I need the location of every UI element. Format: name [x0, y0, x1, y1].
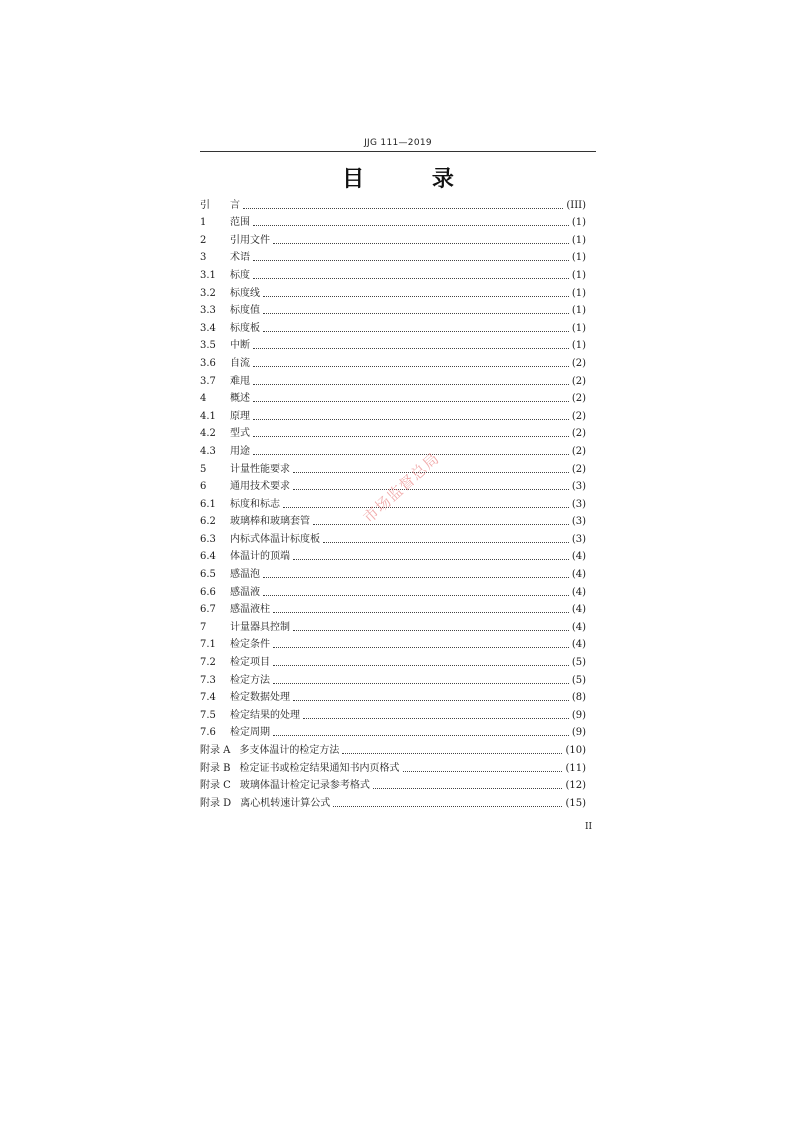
toc-entry-page: (11): [565, 762, 586, 774]
toc-entry-page: (2): [571, 375, 586, 387]
toc-entry-page: (5): [571, 657, 586, 669]
toc-entry[interactable]: [200, 634, 586, 652]
dot-leader: [253, 436, 569, 437]
toc-entry[interactable]: [200, 300, 586, 318]
toc-entry-title: 感温泡: [230, 569, 260, 581]
toc-entry-title: 体温计的顶端: [230, 551, 290, 563]
dot-leader: [263, 331, 569, 332]
toc-entry-page: (1): [571, 269, 586, 281]
toc-entry[interactable]: [200, 352, 586, 370]
toc-entry-number: 4.3: [200, 445, 216, 457]
toc-entry-page: (1): [571, 287, 586, 299]
toc-entry-number: 7.3: [200, 674, 216, 686]
dot-leader: [293, 559, 569, 560]
toc-entry-title: 玻璃体温计检定记录参考格式: [239, 780, 370, 792]
toc-entry[interactable]: [200, 722, 586, 740]
dot-leader: [342, 753, 562, 754]
toc-entry[interactable]: [200, 388, 586, 406]
watermark-stamp: 市场监督总局: [359, 449, 444, 527]
toc-entry[interactable]: [200, 511, 586, 529]
toc-entry-title: 引用文件: [230, 234, 270, 246]
toc-entry-number: 2: [200, 234, 207, 246]
dot-leader: [253, 419, 569, 420]
toc-entry-title: 检定证书或检定结果通知书内页格式: [239, 762, 400, 774]
toc-entry-title: 言: [230, 199, 240, 211]
dot-leader: [273, 612, 569, 613]
toc-entry-number: 附录 A: [200, 745, 231, 756]
toc-entry-page: (4): [571, 551, 586, 563]
toc-entry-title: 概述: [230, 393, 250, 405]
toc-entry-number: 6.4: [200, 551, 216, 563]
toc-entry[interactable]: [200, 335, 586, 353]
toc-entry-page: (3): [571, 533, 586, 545]
toc-entry-title: 检定条件: [230, 639, 270, 651]
dot-leader: [273, 665, 569, 666]
toc-entry[interactable]: [200, 423, 586, 441]
dot-leader: [273, 647, 569, 648]
toc-entry[interactable]: [200, 194, 586, 212]
toc-entry-title: 通用技术要求: [230, 481, 290, 493]
toc-entry-page: (9): [571, 727, 586, 739]
toc-entry-number: 附录 D: [200, 797, 232, 809]
toc-entry[interactable]: [200, 528, 586, 546]
toc-entry-number: 4.2: [200, 428, 216, 440]
toc-entry-number: 7.4: [200, 692, 216, 704]
toc-entry-page: (4): [571, 569, 586, 581]
dot-leader: [263, 296, 569, 297]
toc-entry-title: 内标式体温计标度板: [230, 533, 320, 545]
dot-leader: [253, 384, 569, 385]
toc-entry-number: 7.1: [200, 639, 216, 651]
toc-entry-page: (1): [571, 217, 586, 229]
dot-leader: [283, 507, 569, 508]
toc-entry-number: 6.5: [200, 569, 216, 581]
dot-leader: [253, 278, 569, 279]
toc-entry-page: (2): [571, 410, 586, 422]
toc-entry[interactable]: [200, 229, 586, 247]
toc-entry-number: 1: [200, 217, 207, 229]
toc-entry-page: (1): [571, 340, 586, 352]
toc-entry-page: (4): [571, 639, 586, 651]
toc-entry-title: 难甩: [230, 375, 250, 387]
toc-entry-page: (2): [571, 463, 586, 475]
dot-leader: [263, 595, 569, 596]
toc-entry-title: 标度和标志: [230, 498, 280, 510]
toc-entry[interactable]: [200, 405, 586, 423]
page-number: II: [585, 822, 593, 832]
toc-entry[interactable]: [200, 739, 586, 757]
toc-entry-number: 附录 C: [200, 780, 231, 792]
toc-entry-title: 标度: [230, 269, 250, 281]
toc-entry-title: 计量性能要求: [230, 463, 290, 475]
toc-entry[interactable]: [200, 440, 586, 458]
dot-leader: [263, 577, 569, 578]
toc-entry-page: (1): [571, 305, 586, 317]
toc-entry[interactable]: [200, 458, 586, 476]
toc-entry-page: (3): [571, 498, 586, 510]
dot-leader: [243, 208, 563, 209]
dot-leader: [293, 489, 569, 490]
toc-entry-page: (10): [565, 745, 586, 756]
dot-leader: [273, 243, 569, 244]
toc-entry-number: 引: [200, 199, 210, 211]
toc-entry-page: (1): [571, 234, 586, 246]
toc-entry[interactable]: [200, 212, 586, 230]
toc-entry-page: (2): [571, 445, 586, 457]
toc-entry[interactable]: [200, 317, 586, 335]
toc-entry-title: 检定方法: [230, 674, 270, 686]
document-code: JJG 111—2019: [364, 138, 432, 148]
toc-entry[interactable]: [200, 546, 586, 564]
dot-leader: [273, 735, 569, 736]
toc-entry-title: 标度板: [230, 322, 260, 334]
dot-leader: [253, 225, 569, 226]
toc-entry[interactable]: [200, 264, 586, 282]
toc-entry-number: 6.7: [200, 604, 216, 616]
toc-entry-title: 范围: [230, 217, 250, 229]
toc-entry[interactable]: [200, 775, 586, 793]
toc-entry-title: 术语: [230, 252, 250, 264]
toc-entry-number: 附录 B: [200, 762, 231, 774]
toc-entry[interactable]: [200, 563, 586, 581]
toc-entry[interactable]: [200, 581, 586, 599]
toc-entry-page: (4): [571, 604, 586, 616]
toc-entry[interactable]: [200, 687, 586, 705]
toc-entry-title: 标度线: [230, 287, 260, 299]
toc-entry-title: 离心机转速计算公式: [240, 797, 331, 809]
dot-leader: [253, 260, 569, 261]
toc-entry-title: 自流: [230, 357, 250, 369]
dot-leader: [303, 718, 569, 719]
dot-leader: [253, 366, 569, 367]
dot-leader: [323, 542, 569, 543]
dot-leader: [253, 348, 569, 349]
toc-entry-page: (12): [565, 780, 586, 792]
toc-entry-page: (8): [571, 692, 586, 704]
page-title: 目 录: [342, 167, 484, 192]
toc-entry-number: 6: [200, 481, 207, 493]
toc-entry-number: 3.4: [200, 322, 216, 334]
toc-entry-number: 6.2: [200, 516, 216, 528]
toc-entry-page: (1): [571, 322, 586, 334]
toc-entry-page: (4): [571, 586, 586, 598]
toc-entry-title: 原理: [230, 410, 250, 422]
dot-leader: [263, 313, 569, 314]
toc-entry-title: 玻璃棒和玻璃套管: [230, 516, 310, 528]
toc-entry[interactable]: [200, 616, 586, 634]
toc-entry-number: 3.5: [200, 340, 216, 352]
toc-entry-number: 7: [200, 621, 207, 633]
toc-entry-title: 用途: [230, 445, 250, 457]
dot-leader: [273, 683, 569, 684]
dot-leader: [293, 700, 569, 701]
toc-entry-number: 6.6: [200, 586, 216, 598]
toc-entry[interactable]: [200, 651, 586, 669]
toc-entry-page: (3): [571, 516, 586, 528]
toc-entry-title: 检定结果的处理: [230, 709, 300, 721]
toc-entry-title: 检定项目: [230, 657, 270, 669]
toc-entry-title: 计量器具控制: [230, 621, 290, 633]
toc-entry-page: (2): [571, 393, 586, 405]
toc-entry-title: 型式: [230, 428, 250, 440]
toc-entry-page: (III): [566, 199, 586, 211]
dot-leader: [333, 806, 562, 807]
dot-leader: [293, 630, 569, 631]
toc-entry[interactable]: [200, 669, 586, 687]
toc-entry[interactable]: [200, 599, 586, 617]
dot-leader: [403, 771, 563, 772]
toc-entry-title: 感温液: [230, 586, 260, 598]
toc-entry-number: 6.3: [200, 533, 216, 545]
toc-entry-number: 7.6: [200, 727, 216, 739]
toc-entry[interactable]: [200, 282, 586, 300]
toc-entry-page: (2): [571, 357, 586, 369]
toc-entry[interactable]: [200, 792, 586, 810]
toc-entry-number: 3.2: [200, 287, 216, 299]
toc-entry[interactable]: [200, 704, 586, 722]
toc-entry-number: 3.1: [200, 269, 216, 281]
toc-entry-page: (4): [571, 621, 586, 633]
toc-entry-number: 7.5: [200, 709, 216, 721]
toc-entry-title: 标度值: [230, 305, 260, 317]
toc-entry-title: 检定周期: [230, 727, 270, 739]
toc-entry-number: 3.6: [200, 357, 216, 369]
dot-leader: [373, 788, 563, 789]
toc-entry-page: (9): [571, 709, 586, 721]
toc-entry-title: 中断: [230, 340, 250, 352]
toc-entry-number: 7.2: [200, 657, 216, 669]
toc-entry-number: 3.7: [200, 375, 216, 387]
toc-entry-page: (3): [571, 481, 586, 493]
toc-entry-title: 检定数据处理: [230, 692, 290, 704]
toc-entry-page: (5): [571, 674, 586, 686]
toc-entry[interactable]: [200, 757, 586, 775]
toc-entry-number: 5: [200, 463, 207, 475]
toc-entry-number: 6.1: [200, 498, 216, 510]
toc-entry-number: 4: [200, 393, 207, 405]
dot-leader: [253, 401, 569, 402]
toc-entry-page: (2): [571, 428, 586, 440]
toc-entry[interactable]: [200, 370, 586, 388]
toc-entry-page: (15): [565, 797, 586, 809]
toc-entry-number: 3: [200, 252, 207, 264]
toc-entry-title: 感温液柱: [230, 604, 270, 616]
toc-entry[interactable]: [200, 247, 586, 265]
header-rule: [200, 151, 596, 152]
toc-entry-title: 多支体温计的检定方法: [239, 745, 340, 756]
toc-entry-number: 3.3: [200, 305, 216, 317]
toc-entry-page: (1): [571, 252, 586, 264]
dot-leader: [253, 454, 569, 455]
toc-entry-number: 4.1: [200, 410, 216, 422]
